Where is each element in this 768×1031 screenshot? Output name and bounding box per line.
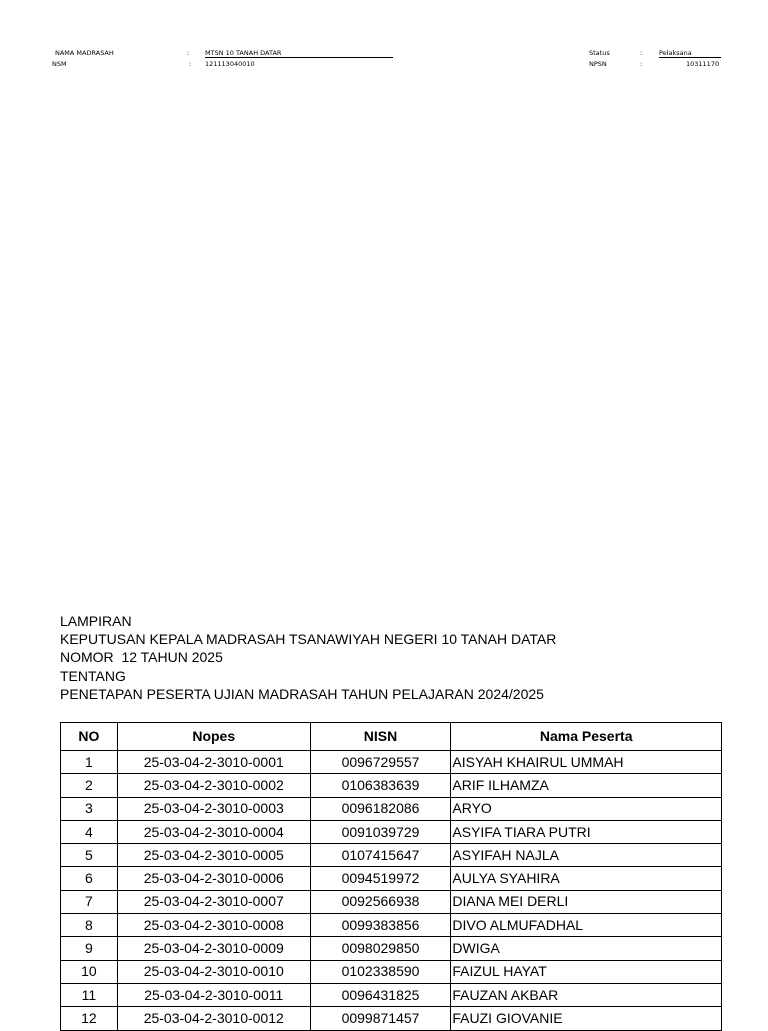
cell-nama-peserta: ARIF ILHAMZA <box>451 774 722 797</box>
table-row <box>61 797 722 820</box>
col-header-nama-peserta: Nama Peserta <box>451 723 722 751</box>
table-header-row <box>61 723 722 751</box>
table-row <box>61 751 722 774</box>
cell-no: 4 <box>61 820 118 843</box>
cell-nisn: 0099383856 <box>310 914 451 937</box>
nsm-colon: : <box>189 60 192 68</box>
nama-madrasah-label: NAMA MADRASAH <box>55 49 114 57</box>
cell-nama-peserta: DIANA MEI DERLI <box>451 890 722 913</box>
nama-madrasah-value: MTSN 10 TANAH DATAR <box>205 49 393 58</box>
cell-no: 3 <box>61 797 118 820</box>
cell-nopes: 25-03-04-2-3010-0001 <box>117 751 310 774</box>
cell-nopes: 25-03-04-2-3010-0002 <box>117 774 310 797</box>
cell-nisn: 0098029850 <box>310 937 451 960</box>
cell-no: 6 <box>61 867 118 890</box>
cell-nama-peserta: DWIGA <box>451 937 722 960</box>
cell-nisn: 0096729557 <box>310 751 451 774</box>
table-row <box>61 867 722 890</box>
npsn-value: 10311170 <box>686 60 720 68</box>
cell-no: 5 <box>61 844 118 867</box>
cell-nopes: 25-03-04-2-3010-0012 <box>117 1007 310 1030</box>
status-value: Pelaksana <box>659 49 721 58</box>
cell-no: 7 <box>61 890 118 913</box>
cell-nopes: 25-03-04-2-3010-0011 <box>117 983 310 1006</box>
lampiran-heading <box>60 612 556 703</box>
status-label: Status <box>589 49 610 57</box>
cell-nisn: 0094519972 <box>310 867 451 890</box>
cell-nisn: 0102338590 <box>310 960 451 983</box>
cell-nama-peserta: ARYO <box>451 797 722 820</box>
cell-nisn: 0091039729 <box>310 820 451 843</box>
intro-line-keputusan: KEPUTUSAN KEPALA MADRASAH TSANAWIYAH NEGERI 10 TANAH DATAR <box>60 631 557 648</box>
cell-nopes: 25-03-04-2-3010-0010 <box>117 960 310 983</box>
cell-nama-peserta: FAUZI GIOVANIE <box>451 1007 722 1030</box>
cell-nisn: 0107415647 <box>310 844 451 867</box>
col-header-nopes: Nopes <box>117 723 310 751</box>
table-row <box>61 774 722 797</box>
cell-no: 10 <box>61 960 118 983</box>
cell-no: 8 <box>61 914 118 937</box>
nama-madrasah-colon: : <box>187 49 190 57</box>
cell-no: 12 <box>61 1007 118 1030</box>
table-body <box>61 751 722 1031</box>
nsm-label: NSM <box>52 60 67 68</box>
cell-nopes: 25-03-04-2-3010-0003 <box>117 797 310 820</box>
peserta-table <box>60 722 722 1031</box>
cell-nama-peserta: FAUZAN AKBAR <box>451 983 722 1006</box>
cell-nopes: 25-03-04-2-3010-0004 <box>117 820 310 843</box>
col-header-nisn: NISN <box>310 723 451 751</box>
cell-nama-peserta: AISYAH KHAIRUL UMMAH <box>451 751 722 774</box>
cell-nisn: 0106383639 <box>310 774 451 797</box>
status-colon: : <box>640 49 643 57</box>
cell-nopes: 25-03-04-2-3010-0006 <box>117 867 310 890</box>
table-row <box>61 960 722 983</box>
nsm-value: 121113040010 <box>205 60 255 68</box>
col-header-no: NO <box>61 723 118 751</box>
table-row <box>61 914 722 937</box>
cell-nama-peserta: AULYA SYAHIRA <box>451 867 722 890</box>
table-row <box>61 1007 722 1030</box>
cell-no: 11 <box>61 983 118 1006</box>
intro-line-tentang: TENTANG <box>60 667 126 684</box>
cell-no: 1 <box>61 751 118 774</box>
cell-no: 2 <box>61 774 118 797</box>
cell-nisn: 0099871457 <box>310 1007 451 1030</box>
intro-line-lampiran: LAMPIRAN <box>60 613 132 629</box>
table-row <box>61 890 722 913</box>
cell-no: 9 <box>61 937 118 960</box>
intro-line-penetapan: PENETAPAN PESERTA UJIAN MADRASAH TAHUN PELAJARAN 2024/2025 <box>60 685 544 702</box>
intro-line-nomor: NOMOR 12 TAHUN 2025 <box>60 649 223 666</box>
table-row <box>61 983 722 1006</box>
cell-nopes: 25-03-04-2-3010-0005 <box>117 844 310 867</box>
cell-nisn: 0096431825 <box>310 983 451 1006</box>
cell-nisn: 0096182086 <box>310 797 451 820</box>
cell-nama-peserta: ASYIFA TIARA PUTRI <box>451 820 722 843</box>
cell-nopes: 25-03-04-2-3010-0008 <box>117 914 310 937</box>
cell-nopes: 25-03-04-2-3010-0009 <box>117 937 310 960</box>
npsn-colon: : <box>640 60 643 68</box>
cell-nisn: 0092566938 <box>310 890 451 913</box>
table-row <box>61 820 722 843</box>
table-row <box>61 937 722 960</box>
cell-nama-peserta: DIVO ALMUFADHAL <box>451 914 722 937</box>
table-row <box>61 844 722 867</box>
npsn-label: NPSN <box>589 60 607 68</box>
cell-nopes: 25-03-04-2-3010-0007 <box>117 890 310 913</box>
cell-nama-peserta: ASYIFAH NAJLA <box>451 844 722 867</box>
cell-nama-peserta: FAIZUL HAYAT <box>451 960 722 983</box>
